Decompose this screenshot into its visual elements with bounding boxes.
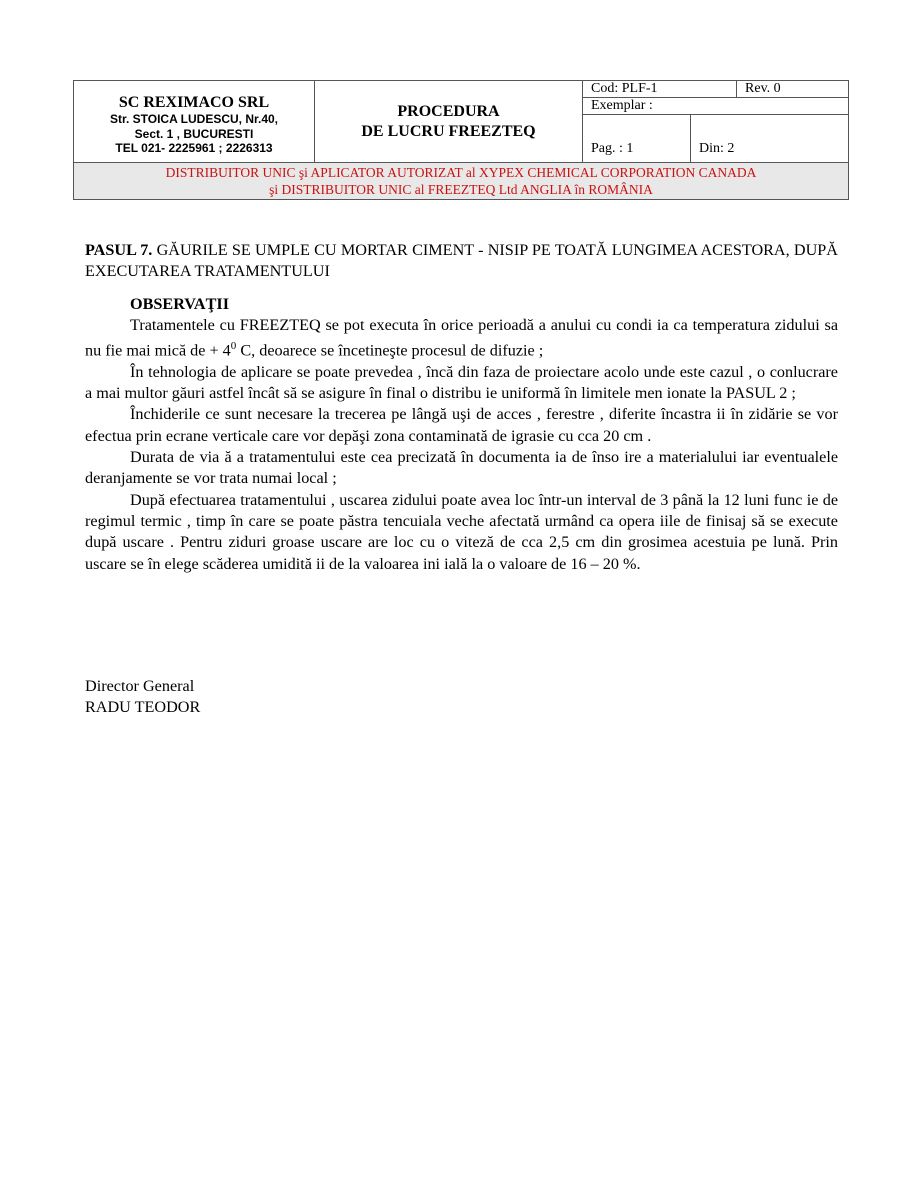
paragraph-closures: Închiderile ce sunt necesare la trecerea pe lângă uşi de acces , ferestre , diferite încastra ii în zidărie se vor efectua prin ecrane verticale care vor depăşi zona contaminată de igrasie cu cca 20 cm .: [85, 405, 838, 445]
step-heading: [85, 240, 838, 283]
company-phone: TEL 021- 2225961 ; 2226313: [115, 141, 273, 156]
document-revision: Rev. 0: [737, 81, 849, 98]
company-address-line1: Str. STOICA LUDESCU, Nr.40,: [109, 112, 279, 127]
document-title-line2: DE LUCRU FREEZTEQ: [361, 122, 536, 140]
signature-name: RADU TEODOR: [85, 698, 201, 717]
document-copy: Exemplar :: [583, 98, 849, 115]
signature-block: [85, 676, 200, 719]
degree-superscript: 0: [230, 340, 237, 353]
paragraph-temperature-end: C, deoarece se încetineşte procesul de difuzie ;: [236, 341, 544, 360]
company-name: SC REXIMACO SRL: [118, 94, 270, 112]
signature-role: Director General: [85, 677, 195, 695]
paragraph-technology: În tehnologia de aplicare se poate prevedea , încă din faza de proiectare acolo unde este cazul , o conlucrare a mai multor găuri astfel încât să se asigure în final o distribu ie uniformă în limitele men ionate la PASUL 2 ;: [85, 362, 838, 403]
paragraph-temperature: [85, 315, 838, 362]
page-number: Pag. : 1: [583, 115, 691, 163]
paragraph-temperature-text: Tratamentele cu FREEZTEQ se pot executa în orice perioadă a anului cu condi ia ca temperatura zidului sa nu fie mai mică de + 4: [85, 315, 838, 360]
banner-line1: DISTRIBUITOR UNIC şi APLICATOR AUTORIZAT al XYPEX CHEMICAL CORPORATION CANADA: [165, 165, 757, 180]
company-info: [74, 81, 315, 163]
document-header: [73, 80, 849, 200]
step-text: GĂURILE SE UMPLE CU MORTAR CIMENT - NISIP PE TOATĂ LUNGIMEA ACESTORA, DUPĂ EXECUTAREA TRATAMENTULUI: [85, 241, 838, 281]
company-address-line2: Sect. 1 , BUCURESTI: [134, 126, 254, 141]
step-label: PASUL 7.: [85, 241, 153, 259]
paragraph-drying: După efectuarea tratamentului , uscarea zidului poate avea loc într-un interval de 3 până la 12 luni func ie de regimul termic , timp în care se poate păstra tencuiala veche afectată urmând ca opera iile de finisaj să se execute după uscare . Pentru ziduri groase uscare are loc cu o viteză de cca 2,5 cm din grosimea acestuia pe lună. Prin uscare se în elege scăderea umidită ii de la valoarea ini ială la o valoare de 16 – 20 %.: [85, 490, 838, 573]
document-title-line1: PROCEDURA: [397, 102, 500, 120]
page-total: Din: 2: [691, 115, 849, 163]
distributor-banner: [74, 163, 849, 200]
banner-line2: şi DISTRIBUITOR UNIC al FREEZTEQ Ltd ANGLIA în ROMÂNIA: [269, 181, 653, 197]
observations-title: OBSERVAŢII: [130, 294, 229, 313]
document-code: Cod: PLF-1: [583, 81, 737, 98]
paragraph-lifetime: Durata de via ă a tratamentului este cea precizată în documenta ia de înso ire a materialului iar eventualele deranjamente se vor trata numai local ;: [85, 448, 838, 488]
document-title: [315, 81, 583, 163]
document-body: [85, 240, 838, 575]
